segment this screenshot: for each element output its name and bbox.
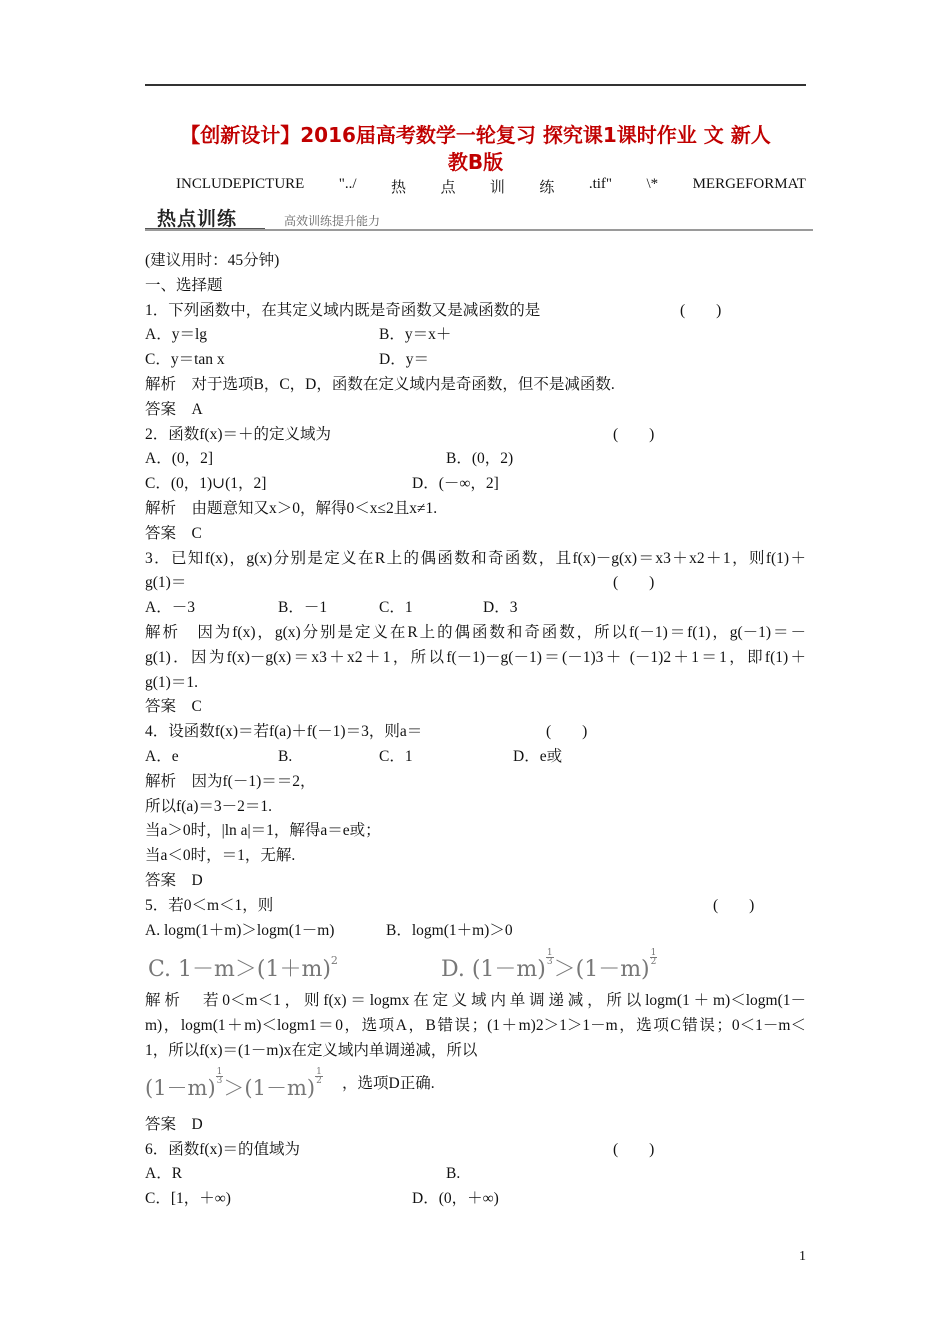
option-d-formula: D. (1－m) $\frac{1}{3}>(1-m)$ $\frac{1}{2}$	[441, 948, 657, 983]
option-c: C．1	[379, 747, 413, 765]
exponent-one-half: $\frac{1}{2}$	[316, 1066, 322, 1086]
conclusion-formula: (1－m) $\frac{1}{3}>(1-m)$ $\frac{1}{2}$	[145, 1066, 322, 1100]
question-1-options-cd	[145, 348, 806, 373]
option-d: D．3	[483, 599, 518, 617]
question-5-analysis-formula-line	[145, 1064, 806, 1113]
question-6-options-ab	[145, 1162, 806, 1187]
time-note: (建议用时：45分钟)	[145, 252, 280, 269]
question-3-analysis-line-2: g(1)．因为f(x)－g(x)＝x3＋x2＋1，所以f(－1)－g(－1)＝(－1)3＋ (－1)2＋1＝1，即f(1)＋	[145, 648, 806, 666]
field-token: "../	[338, 176, 357, 192]
question-5-stem: 5．若0＜m＜1，则 ( )	[145, 894, 806, 919]
question-5-answer: 答案 D	[145, 1115, 203, 1133]
option-d: D．(－∞，2]	[412, 475, 499, 493]
field-token: 训	[489, 180, 505, 196]
question-2-answer: 答案 C	[145, 524, 202, 542]
exponent-one-third: $\frac{1}{3}$	[216, 1066, 223, 1086]
question-3-analysis-line-1: 解析 因为f(x)，g(x)分别是定义在R上的偶函数和奇函数，所以f(－1)＝f(1)，g(－1)＝－	[145, 623, 806, 641]
question-1-stem: 1．下列函数中，在其定义域内既是奇函数又是减函数的是 ( )	[145, 299, 806, 324]
question-4-analysis-line-3: 当a＞0时，|ln a|＝1，解得a＝e或；	[145, 822, 381, 840]
banner-subheading: 高效训练提升能力	[284, 214, 381, 228]
question-1-options-ab	[145, 323, 806, 348]
question-5-analysis-line-2: m)，logm(1＋m)＜logm1＝0，选项A，B错误；(1＋m)2＞1＞1－m，选项C错误；0＜1－m＜	[145, 1017, 806, 1035]
option-b: B．logm(1＋m)＞0	[386, 921, 513, 939]
field-token: MERGEFORMAT	[692, 176, 806, 192]
exponent-one-third: $\frac{1}{3}$	[546, 948, 553, 968]
field-token: INCLUDEPICTURE	[176, 176, 305, 192]
exponent-one-half: $\frac{1}{2}$	[650, 948, 657, 968]
field-token: \*	[646, 176, 659, 192]
field-token: .tif"	[588, 176, 613, 192]
option-b: B．y＝x＋	[379, 326, 452, 344]
answer-paren: ( )	[613, 425, 655, 443]
question-3-analysis-line-3: g(1)＝1.	[145, 673, 198, 691]
title-line-2: 教B版	[447, 150, 504, 174]
question-4-analysis-line-2: 所以f(a)＝3－2＝1.	[145, 797, 272, 815]
question-2-stem: 2．函数f(x)＝＋的定义域为 ( )	[145, 423, 806, 448]
question-2-options-ab	[145, 447, 806, 472]
title-line-1: 【创新设计】2016届高考数学一轮复习 探究课1课时作业 文 新人	[180, 123, 771, 147]
question-5-analysis-line-1: 解析 若0＜m＜1，则f(x)＝logmx在定义域内单调递减，所以logm(1＋m)＜logm(1－	[145, 992, 806, 1010]
option-b: B．(0，2)	[446, 450, 514, 468]
option-c: C．1	[379, 599, 413, 617]
question-4-options	[145, 745, 806, 770]
question-1-answer: 答案 A	[145, 400, 203, 418]
header-rule	[145, 84, 806, 86]
field-token: 点	[440, 180, 456, 196]
question-4-stem: 4．设函数f(x)＝若f(a)＋f(－1)＝3，则a＝ ( )	[145, 720, 806, 745]
section-banner	[145, 202, 813, 232]
option-b: B．－1	[278, 599, 328, 617]
option-a: A．e	[145, 747, 179, 765]
field-token: 练	[539, 180, 555, 196]
include-picture-field	[176, 176, 806, 197]
answer-paren: ( )	[613, 1140, 655, 1158]
answer-paren: ( )	[680, 301, 722, 319]
option-c-formula: C. $1-m>(1+m)^2$	[148, 954, 338, 983]
option-b: B.	[446, 1165, 461, 1183]
conclusion-text: ，选项D正确.	[342, 1074, 435, 1092]
option-b: B.	[278, 747, 293, 765]
question-6-options-cd	[145, 1187, 806, 1212]
option-d: D．(0，＋∞)	[412, 1190, 499, 1208]
question-5-options-cd	[145, 943, 806, 989]
question-6-stem: 6．函数f(x)＝的值域为 ( )	[145, 1138, 806, 1163]
option-c: C．y＝tan x	[145, 351, 225, 369]
field-token: 热	[391, 180, 407, 196]
option-a: A．y＝lg	[145, 326, 208, 344]
section-heading: 一、选择题	[145, 276, 223, 294]
answer-paren: ( )	[613, 574, 655, 592]
page-number: 1	[799, 1249, 806, 1264]
option-a: A. logm(1＋m)＞logm(1－m)	[145, 921, 335, 939]
question-5-options-ab	[145, 919, 806, 944]
question-4-analysis-line-4: 当a＜0时，＝1，无解.	[145, 847, 296, 865]
question-4-answer: 答案 D	[145, 871, 203, 889]
question-2-analysis: 解析 由题意知又x＞0，解得0＜x≤2且x≠1.	[145, 499, 438, 517]
option-a: A．－3	[145, 599, 195, 617]
question-2-options-cd	[145, 472, 806, 497]
answer-paren: ( )	[713, 896, 755, 914]
option-c: C．(0，1)∪(1，2]	[145, 475, 267, 493]
option-c: C．[1，＋∞)	[145, 1190, 231, 1208]
banner-rule	[145, 229, 813, 231]
document-title	[145, 122, 806, 176]
option-d: D．e或	[513, 747, 563, 765]
option-a: A．R	[145, 1165, 183, 1183]
option-a: A．(0，2]	[145, 450, 214, 468]
question-3-stem-line-1: 3．已知f(x)，g(x)分别是定义在R上的偶函数和奇函数，且f(x)－g(x)＝x3＋x2＋1，则f(1)＋	[145, 549, 806, 567]
question-3-stem-line-2: g(1)＝ ( )	[145, 571, 806, 596]
option-d: D．y＝	[379, 351, 429, 369]
exercise-content	[145, 249, 806, 1212]
question-1-analysis: 解析 对于选项B，C，D，函数在定义域内是奇函数，但不是减函数.	[145, 375, 615, 393]
question-4-analysis-line-1: 解析 因为f(－1)＝＝2，	[145, 772, 316, 790]
question-5-analysis-line-3: 1，所以f(x)＝(1－m)x在定义域内单调递减，所以	[145, 1041, 478, 1059]
banner-heading: 热点训练	[157, 208, 238, 230]
answer-paren: ( )	[546, 723, 588, 741]
question-3-answer: 答案 C	[145, 698, 202, 716]
question-3-options	[145, 596, 806, 621]
